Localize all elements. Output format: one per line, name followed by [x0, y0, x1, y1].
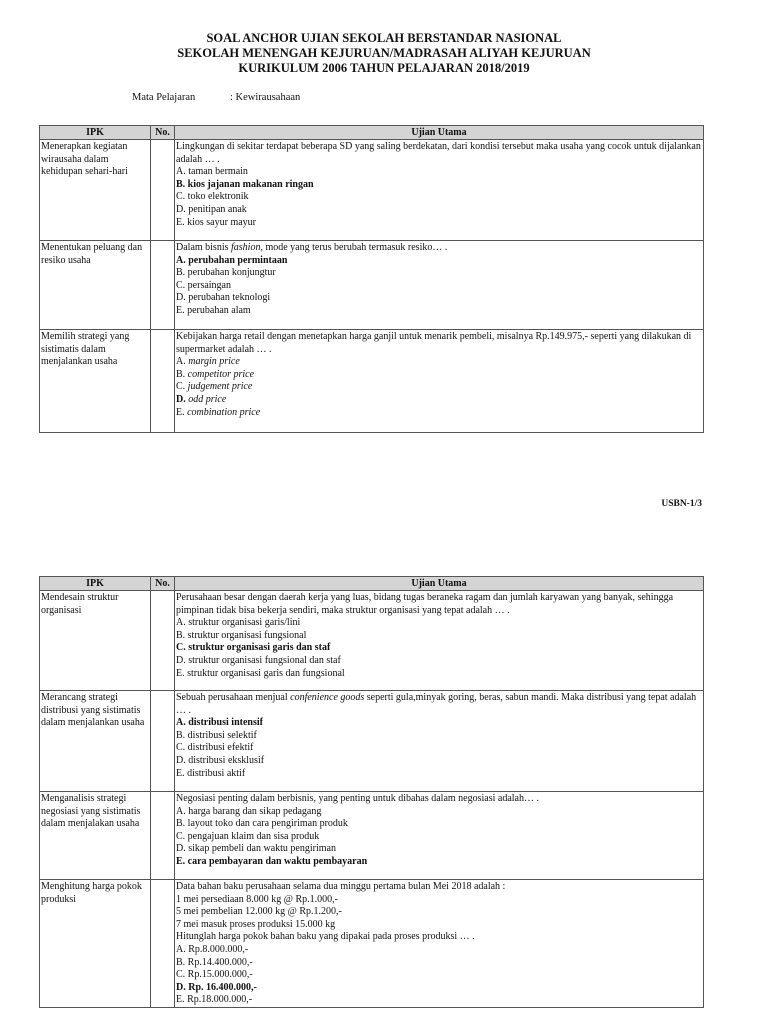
- column-header-no: No.: [151, 126, 175, 140]
- data-line: Hitunglah harga pokok bahan baku yang dipakai pada proses produksi … .: [176, 931, 475, 943]
- option-e: E. perubahan alam: [176, 304, 251, 316]
- option-b: B. struktur organisasi fungsional: [176, 629, 307, 641]
- ipk-cell: Menerapkan kegiatan wirausaha dalam kehidupan sehari-hari: [40, 140, 151, 241]
- question-cell: [175, 330, 704, 433]
- question-text-part: mode yang terus berubah termasuk resiko… .: [262, 242, 448, 253]
- ipk-cell: Menganalisis strategi negosiasi yang sistimatis dalam menjalakan usaha: [40, 792, 151, 880]
- option-text: odd price: [188, 393, 227, 405]
- question-cell: [175, 792, 704, 880]
- ipk-cell: Menentukan peluang dan resiko usaha: [40, 241, 151, 330]
- question-table-2: [39, 576, 704, 1008]
- option-b: [176, 369, 702, 382]
- document-title-line-1: SOAL ANCHOR UJIAN SEKOLAH BERSTANDAR NASIONAL: [206, 31, 562, 45]
- option-b: B. layout toko dan cara pengiriman produk: [176, 818, 348, 830]
- question-text: Perusahaan besar dengan daerah kerja yang luas, bidang tugas beraneka ragam dan jumlah karyawan yang banyak, sehingga pimpinan tidak bisa bekerja sendiri, maka struktur organisasi yang tepat adalah … .: [176, 592, 674, 616]
- option-prefix: E.: [176, 406, 188, 418]
- question-text-part: Dalam bisnis: [176, 242, 231, 253]
- option-b: B. Rp.14.400.000,-: [176, 956, 253, 968]
- question-text: Data bahan baku perusahaan selama dua minggu pertama bulan Mei 2018 adalah :: [176, 881, 506, 892]
- subject-label: Mata Pelajaran: [132, 92, 196, 103]
- option-b: B. distribusi selektif: [176, 729, 257, 741]
- option-e: E. struktur organisasi garis dan fungsional: [176, 667, 345, 679]
- table-row: [40, 140, 704, 241]
- option-d: D. sikap pembeli dan waktu pengiriman: [176, 843, 336, 855]
- option-c: C. toko elektronik: [176, 191, 249, 203]
- option-prefix: A.: [176, 356, 189, 368]
- question-text: Negosiasi penting dalam berbisnis, yang penting untuk dibahas dalam negosiasi adalah… .: [176, 793, 539, 804]
- question-text: Kebijakan harga retail dengan menetapkan harga ganjil untuk menarik pembeli, misalnya Rp.149.975,- seperti yang dilakukan di supermarket adalah … .: [176, 331, 692, 355]
- option-d: D. perubahan teknologi: [176, 292, 271, 304]
- option-text: combination price: [187, 406, 261, 418]
- option-e-answer: E. cara pembayaran dan waktu pembayaran: [176, 855, 368, 867]
- option-e: [176, 407, 702, 420]
- table-row: [40, 792, 704, 880]
- option-e: E. distribusi aktif: [176, 767, 246, 779]
- option-a-answer: A. distribusi intensif: [176, 717, 263, 729]
- question-cell: [175, 691, 704, 792]
- option-text: competitor price: [187, 368, 255, 380]
- document-title-line-2: SEKOLAH MENENGAH KEJURUAN/MADRASAH ALIYAH KEJURUAN: [177, 46, 591, 60]
- option-a-answer: A. perubahan permintaan: [176, 254, 288, 266]
- option-c: C. pengajuan klaim dan sisa produk: [176, 830, 320, 842]
- question-text: Lingkungan di sekitar terdapat beberapa SD yang saling berdekatan, dari kondisi tersebut maka usaha yang cocok untuk dijalankan adalah … .: [176, 141, 701, 165]
- question-text-italic: fashion,: [231, 242, 263, 253]
- option-text: judgement price: [187, 381, 253, 393]
- question-table-1: [39, 125, 704, 433]
- option-b-answer: B. kios jajanan makanan ringan: [176, 178, 314, 190]
- table-row: [40, 591, 704, 691]
- number-cell: [151, 691, 175, 792]
- ipk-cell: Menghitung harga pokok produksi: [40, 880, 151, 1008]
- option-d: D. distribusi eksklusif: [176, 754, 265, 766]
- option-a: A. taman bermain: [176, 166, 248, 178]
- option-e: E. Rp.18.000.000,-: [176, 994, 253, 1006]
- option-e: E. kios sayur mayur: [176, 216, 256, 228]
- number-cell: [151, 330, 175, 433]
- question-text-part: seperti gula,minyak goring, beras, sabun mandi. Maka distribusi yang tepat adalah … .: [176, 692, 697, 716]
- option-a: A. Rp.8.000.000,-: [176, 943, 249, 955]
- option-prefix: B.: [176, 368, 188, 380]
- question-text: [176, 242, 702, 255]
- question-text-part: Sebuah perusahaan menjual: [176, 692, 291, 703]
- option-a: A. struktur organisasi garis/lini: [176, 617, 301, 629]
- number-cell: [151, 591, 175, 691]
- question-text: [176, 692, 702, 717]
- column-header-ipk: IPK: [40, 577, 151, 591]
- option-prefix: C.: [176, 381, 188, 393]
- number-cell: [151, 140, 175, 241]
- ipk-cell: Memilih strategi yang sistimatis dalam menjalankan usaha: [40, 330, 151, 433]
- option-c: C. Rp.15.000.000,-: [176, 969, 253, 981]
- data-line: 7 mei masuk proses produksi 15.000 kg: [176, 918, 336, 930]
- question-cell: [175, 591, 704, 691]
- table-row: [40, 691, 704, 792]
- option-d-answer: [176, 394, 702, 407]
- option-d-answer: D. Rp. 16.400.000,-: [176, 981, 257, 993]
- question-cell: [175, 880, 704, 1008]
- table-row: [40, 880, 704, 1008]
- option-c-answer: C. struktur organisasi garis dan staf: [176, 642, 331, 654]
- option-a: [176, 356, 702, 369]
- option-c: C. distribusi efektif: [176, 742, 254, 754]
- subject-value: : Kewirausahaan: [230, 92, 301, 103]
- option-text: margin price: [188, 356, 240, 368]
- table-row: [40, 241, 704, 330]
- option-a: A. harga barang dan sikap pedagang: [176, 805, 322, 817]
- option-b: B. perubahan konjungtur: [176, 267, 276, 279]
- column-header-no: No.: [151, 577, 175, 591]
- option-c: C. persaingan: [176, 279, 231, 291]
- column-header-ipk: IPK: [40, 126, 151, 140]
- number-cell: [151, 241, 175, 330]
- option-prefix: D.: [176, 393, 189, 405]
- subject-line: [132, 92, 300, 103]
- option-d: D. penitipan anak: [176, 203, 247, 215]
- column-header-main: Ujian Utama: [175, 577, 704, 591]
- option-d: D. struktur organisasi fungsional dan staf: [176, 654, 341, 666]
- question-cell: [175, 241, 704, 330]
- document-title-line-3: KURIKULUM 2006 TAHUN PELAJARAN 2018/2019: [238, 61, 530, 75]
- column-header-main: Ujian Utama: [175, 126, 704, 140]
- page-code: USBN-1/3: [661, 499, 702, 509]
- question-cell: [175, 140, 704, 241]
- number-cell: [151, 880, 175, 1008]
- option-c: [176, 381, 702, 394]
- data-line: 1 mei persediaan 8.000 kg @ Rp.1.000,-: [176, 893, 338, 905]
- data-line: 5 mei pembelian 12.000 kg @ Rp.1.200,-: [176, 906, 342, 918]
- question-text-italic: confenience goods: [290, 692, 365, 703]
- ipk-cell: Mendesain struktur organisasi: [40, 591, 151, 691]
- number-cell: [151, 792, 175, 880]
- ipk-cell: Merancang strategi distribusi yang sistimatis dalam menjalankan usaha: [40, 691, 151, 792]
- table-row: [40, 330, 704, 433]
